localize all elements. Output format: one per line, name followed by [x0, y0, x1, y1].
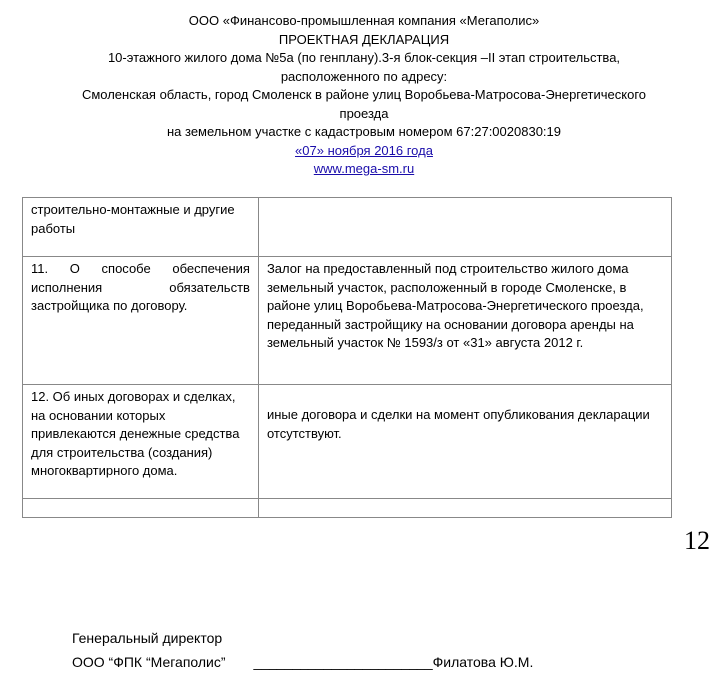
table-cell-left: [23, 257, 259, 385]
cell-text: иные договора и сделки на момент опубликования декларации отсутствуют.: [266, 407, 650, 441]
document-title: ПРОЕКТНАЯ ДЕКЛАРАЦИЯ: [278, 31, 450, 47]
table-cell-right: [258, 198, 671, 257]
date-link[interactable]: «07» ноября 2016 года: [295, 142, 433, 158]
table-row: [23, 385, 672, 499]
table-cell-right: [258, 257, 671, 385]
cell-text: 12. Об иных договорах и сделках, на основании которых привлекаются денежные средства для строительства (создания) многоквартирного дома.: [31, 389, 240, 478]
address-continued: проезда: [339, 105, 389, 121]
signatory-name: Филатова Ю.М.: [432, 654, 534, 670]
table-cell-left: [23, 385, 259, 499]
table-cell-left: [23, 198, 259, 257]
table-cell-right: [258, 499, 671, 518]
table-row: [23, 257, 672, 385]
table-cell-right: [258, 385, 671, 499]
table-row: [23, 198, 672, 257]
cell-text: строительно-монтажные и другие работы: [31, 202, 235, 236]
table-row-empty: [23, 499, 672, 518]
website-link[interactable]: www.mega-sm.ru: [313, 161, 415, 176]
signatory-org: ООО “ФПК “Мегаполис”: [72, 654, 226, 670]
page-number: 12: [684, 526, 710, 555]
address: Смоленская область, город Смоленск в районе улиц Воробьева-Матросова-Энергетического: [81, 87, 647, 102]
signatory-position: Генеральный директор: [72, 630, 223, 646]
cadastre-number: на земельном участке с кадастровым номером 67:27:0020830:19: [166, 124, 561, 139]
signature-line: _______________________: [253, 654, 433, 670]
table-cell-left: [23, 499, 259, 518]
cell-text: 11. О способе обеспечения исполнения обязательств застройщика по договору.: [31, 261, 250, 313]
object-description: 10-этажного жилого дома №5а (по генплану).3-я блок-секция –II этап строительства,: [107, 50, 621, 65]
cell-text: Залог на предоставленный под строительство жилого дома земельный участок, расположенный в городе Смоленске, в районе улиц Воробьева-Матросова-Энергетического проезда, переданный застройщику на основании договора аренды на земельный участок № 1593/з от «31» августа 2012 г.: [266, 261, 644, 350]
located-label: расположенного по адресу:: [280, 68, 448, 84]
company-name: ООО «Финансово-промышленная компания «Мегаполис»: [188, 13, 540, 28]
signature-block: [72, 626, 533, 674]
declaration-table: [22, 197, 672, 518]
document-header: [0, 12, 728, 179]
